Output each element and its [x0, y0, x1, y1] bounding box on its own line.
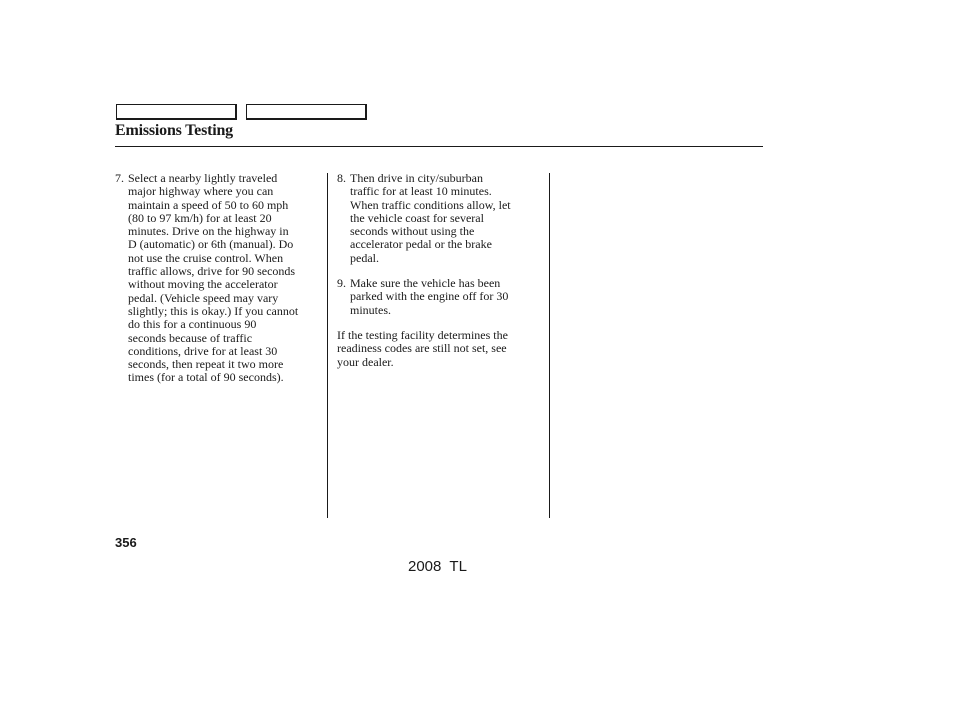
text-column-left — [115, 172, 321, 397]
step-item-7 — [115, 172, 321, 385]
step-number: 7. — [115, 171, 124, 185]
column-divider-left — [327, 173, 328, 518]
section-title: Emissions Testing — [115, 122, 233, 139]
step-item-9 — [337, 277, 543, 317]
nav-tab-next[interactable] — [246, 104, 367, 120]
closing-paragraph: If the testing facility determines the readiness codes are still not set, see your dealer. — [337, 327, 508, 369]
step-number: 9. — [337, 276, 346, 291]
footer-model-label: 2008 TL — [408, 558, 467, 575]
nav-tab-previous[interactable] — [116, 104, 237, 120]
title-divider — [115, 146, 763, 147]
step-text: Then drive in city/suburban traffic for at least 10 minutes. When traffic conditions allow, let the vehicle coast for several seconds without using the accelerator pedal or the brake pedal. — [350, 171, 511, 265]
page-number: 356 — [115, 535, 137, 550]
step-number: 8. — [337, 171, 346, 185]
text-column-middle — [337, 172, 543, 369]
step-item-8 — [337, 172, 543, 265]
step-text: Select a nearby lightly traveled major highway where you can maintain a speed of 50 to 60 mph (80 to 97 km/h) for at least 20 minutes. Drive on the highway in D (automatic) or 6th (manual). Do not use the cruise control. When traffic allows, drive for 90 seconds without moving the accelerator pedal. (Vehicle speed may vary slightly; this is okay.) If you cannot do this for a continuous 90 seconds because of traffic conditions, drive for at least 30 seconds, then repeat it two more times (for a total of 90 seconds). — [128, 171, 299, 385]
column-divider-right — [549, 173, 550, 518]
step-text: Make sure the vehicle has been parked with the engine off for 30 minutes. — [350, 276, 509, 317]
